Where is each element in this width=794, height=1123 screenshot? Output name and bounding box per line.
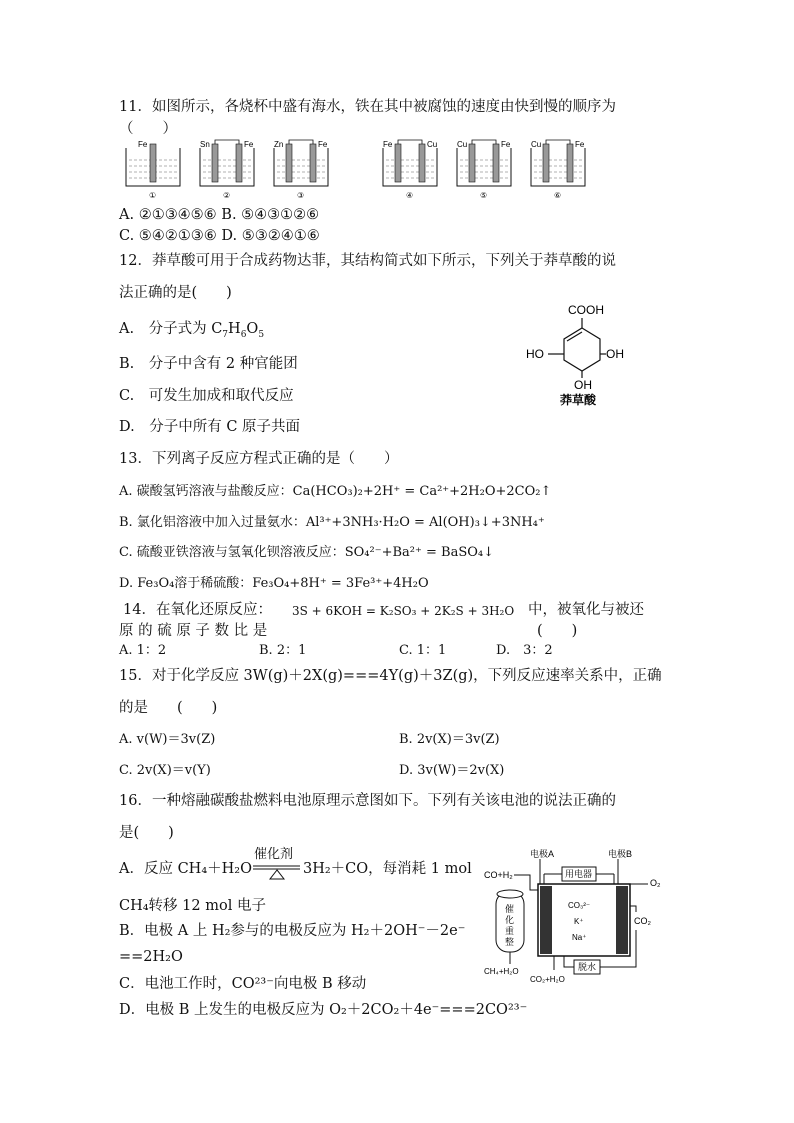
q14-option-d: D. 3：2 [496, 643, 553, 658]
q11-paren: （ ） [119, 121, 177, 137]
shikimic-acid-name: 莽草酸 [560, 393, 597, 407]
q15-option-c: C. 2v(X)＝v(Y) [119, 763, 211, 778]
q11-beakers-figure [118, 138, 588, 204]
electrode-a-plate [540, 886, 552, 954]
catalyst-label: 催化剂 [254, 847, 294, 862]
oh-right-label: OH [606, 347, 624, 361]
q13-option-b: B. 氯化铝溶液中加入过量氨水：Al³⁺+3NH₃·H₂O = Al(OH)₃↓+3NH₄⁺ [119, 515, 545, 530]
q16-option-b-line2: ==2H₂O [119, 949, 183, 965]
electrode [150, 144, 156, 182]
q12-option-a-text: A. 分子式为 C [119, 321, 223, 337]
wire [398, 140, 422, 144]
electrode-label: Fe [575, 140, 585, 149]
q15-stem-line2: 的是 ( ) [119, 700, 218, 716]
beaker-number: ⑤ [480, 191, 488, 200]
beaker-number: ⑥ [554, 191, 562, 200]
electrode-label: Cu [531, 140, 542, 149]
electrode [493, 144, 499, 182]
q16-stem-line2: 是( ) [119, 825, 174, 841]
electrode [567, 144, 573, 182]
sub: 6 [240, 329, 247, 340]
electrode-label: Fe [244, 140, 254, 149]
q16-option-a-part1: A．反应 CH₄＋H₂O [119, 861, 252, 877]
beaker-number: ② [223, 191, 231, 200]
beaker [200, 148, 254, 186]
electrode-label: Sn [200, 140, 210, 149]
appliance-label: 用电器 [565, 869, 593, 879]
q13-option-a: A. 碳酸氢钙溶液与盐酸反应：Ca(HCO₃)₂+2H⁺ = Ca²⁺+2H₂O+2CO₂↑ [119, 484, 552, 499]
electrode-b-plate [616, 886, 628, 954]
reformer-char: 重 [505, 926, 515, 936]
reformer-char: 整 [505, 937, 515, 947]
reformer-char: 化 [505, 915, 515, 925]
o2-label: O₂ [650, 878, 661, 888]
co2-label: CO₂ [634, 916, 651, 926]
electrode [310, 144, 316, 182]
electrode-label: Cu [457, 140, 468, 149]
q12-stem-line2: 法正确的是( ) [119, 285, 232, 301]
electrode [395, 144, 401, 182]
q16-option-b-line1: B．电极 A 上 H₂参与的电极反应为 H₂＋2OH⁻－2e⁻ [119, 923, 466, 939]
beaker [383, 148, 437, 186]
q15-option-a: A. v(W)＝3v(Z) [119, 732, 216, 747]
sub: 5 [258, 329, 265, 340]
q14-stem-pre: 14．在氧化还原反应： [123, 602, 272, 618]
q12-option-a [119, 320, 264, 344]
electrode-label: Fe [318, 140, 328, 149]
electrode-label: Zn [274, 140, 284, 149]
electrode [469, 144, 475, 182]
shikimic-acid-structure [520, 298, 630, 408]
beaker [274, 148, 328, 186]
oh-bottom-label: OH [574, 378, 592, 392]
co2-h2o-label: CO₂+H₂O [530, 975, 565, 984]
beaker-number: ④ [406, 191, 414, 200]
ion-label: CO₃²⁻ [568, 901, 591, 910]
q11-options-cd: C. ⑤④②①③⑥ D. ⑤③②④①⑥ [119, 228, 320, 244]
q16-option-a-part3: CH₄转移 12 mol 电子 [119, 898, 266, 914]
q15-option-b: B. 2v(X)＝3v(Z) [399, 732, 500, 747]
electrode-label: Cu [427, 140, 438, 149]
beaker-number: ① [149, 191, 157, 200]
q12-option-c: C. 可发生加成和取代反应 [119, 388, 294, 404]
electrode-label: Fe [383, 140, 393, 149]
electrode [212, 144, 218, 182]
q16-option-c: C．电池工作时，CO²³⁻向电极 B 移动 [119, 976, 367, 992]
electrode-label: Fe [501, 140, 511, 149]
fuel-cell-diagram [484, 846, 664, 986]
electrode [543, 144, 549, 182]
beaker-number: ③ [297, 191, 305, 200]
ion-label: K⁺ [574, 917, 584, 926]
q14-option-c: C. 1：1 [399, 643, 447, 658]
wire [546, 140, 570, 144]
ion-label: Na⁺ [572, 933, 587, 942]
q15-stem-line1: 15．对于化学反应 3W(g)＋2X(g)===4Y(g)＋3Z(g)，下列反应速率关系中，正确 [119, 668, 662, 684]
q14-equation: 3S + 6KOH = K₂SO₃ + 2K₂S + 3H₂O [292, 604, 515, 618]
q14-paren: ( ) [537, 623, 578, 639]
q16-option-d: D．电极 B 上发生的电极反应为 O₂＋2CO₂＋4e⁻===2CO²³⁻ [119, 1002, 528, 1018]
wire [289, 140, 313, 144]
oh-left-label: HO [526, 347, 544, 361]
electrode [236, 144, 242, 182]
ch4-h2o-label: CH₄+H₂O [484, 967, 519, 976]
q12-option-d: D. 分子中所有 C 原子共面 [119, 419, 301, 435]
q13-stem: 13．下列离子反应方程式正确的是（ ） [119, 451, 399, 467]
q11-stem: 11．如图所示，各烧杯中盛有海水，铁在其中被腐蚀的速度由快到慢的顺序为 [119, 99, 616, 115]
co-h2-label: CO+H₂ [484, 870, 513, 880]
wire [215, 140, 239, 144]
electrode [419, 144, 425, 182]
q16-option-a-part2: 3H₂＋CO，每消耗 1 mol [303, 861, 472, 877]
q16-stem-line1: 16．一种熔融碳酸盐燃料电池原理示意图如下。下列有关该电池的说法正确的 [119, 793, 616, 809]
sub: 7 [222, 329, 229, 340]
reformer-char: 催 [505, 904, 515, 914]
q12-option-b: B. 分子中含有 2 种官能团 [119, 356, 298, 372]
electrode [286, 144, 292, 182]
q12-h: H [228, 321, 241, 337]
q12-stem-line1: 12．莽草酸可用于合成药物达菲，其结构简式如下所示，下列关于莽草酸的说 [119, 253, 616, 269]
q13-option-c: C. 硫酸亚铁溶液与氢氧化钡溶液反应：SO₄²⁻+Ba²⁺ = BaSO₄↓ [119, 545, 494, 560]
q14-stem-line2: 原 的 硫 原 子 数 比 是 [119, 623, 268, 639]
electrode-a-label: 电极A [530, 849, 555, 859]
q14-option-a: A. 1：2 [119, 643, 167, 658]
beaker [457, 148, 511, 186]
q14-stem-post: 中，被氧化与被还 [528, 602, 644, 618]
beaker [531, 148, 585, 186]
q15-option-d: D. 3v(W)＝2v(X) [399, 763, 505, 778]
q12-o: O [246, 321, 259, 337]
electrode-b-label: 电极B [608, 849, 633, 859]
reaction-arrow [252, 864, 302, 880]
q11-options-ab: A. ②①③④⑤⑥ B. ⑤④③①②⑥ [119, 207, 320, 223]
wire [472, 140, 496, 144]
q14-option-b: B. 2：1 [259, 643, 307, 658]
dehydrate-label: 脱水 [578, 962, 597, 972]
electrode-label: Fe [138, 140, 148, 149]
cooh-label: COOH [568, 303, 604, 317]
q13-option-d: D. Fe₃O₄溶于稀硫酸：Fe₃O₄+8H⁺ = 3Fe³⁺+4H₂O [119, 576, 429, 591]
